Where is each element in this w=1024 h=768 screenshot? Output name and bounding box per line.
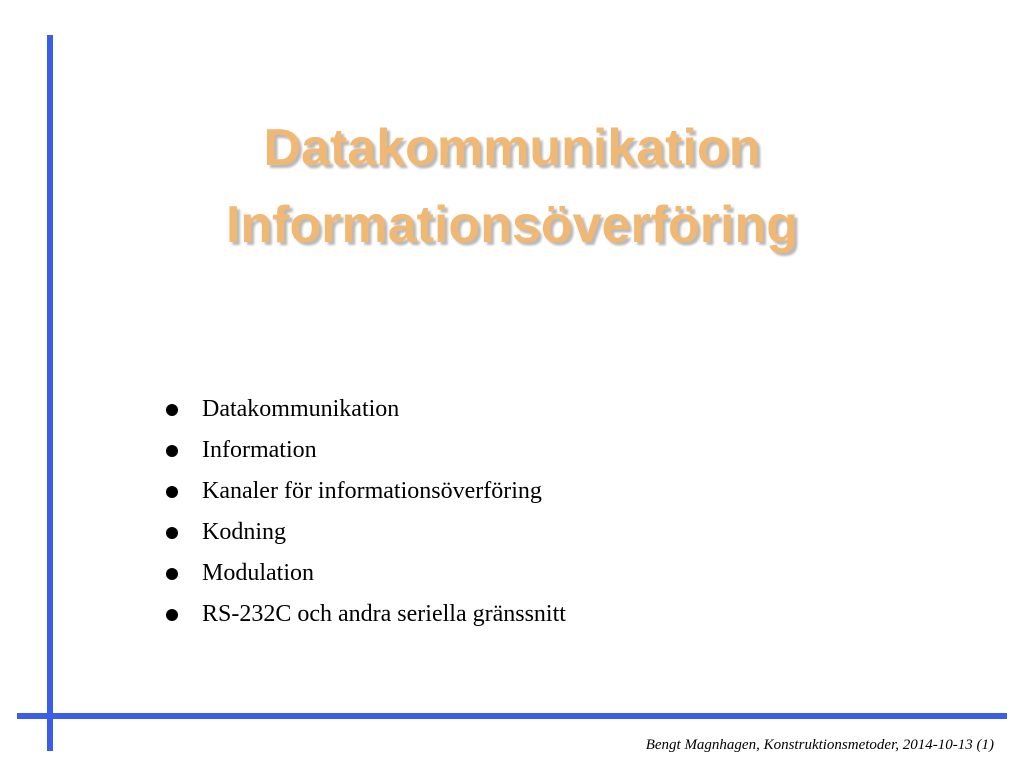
slide-title-line-2: Informationsöverföring bbox=[225, 196, 799, 254]
bullet-item-2 bbox=[166, 430, 566, 471]
bullet-text: Datakommunikation bbox=[202, 396, 400, 422]
slide-title-line-1: Datakommunikation bbox=[263, 119, 761, 177]
slide-footer: Bengt Magnhagen, Konstruktionsmetoder, 2014-10-13 (1) bbox=[645, 737, 994, 753]
bullet-item-6 bbox=[166, 594, 566, 635]
bullet-dot-icon bbox=[166, 404, 178, 416]
bullet-item-4 bbox=[166, 512, 566, 553]
bullet-text: Modulation bbox=[202, 560, 314, 586]
bullet-text: Kanaler för informationsöverföring bbox=[202, 478, 542, 504]
bullet-dot-icon bbox=[166, 527, 178, 539]
bullet-text: RS-232C och andra seriella gränssnitt bbox=[202, 601, 566, 627]
bullet-item-1 bbox=[166, 389, 566, 430]
bullet-item-5 bbox=[166, 553, 566, 594]
bullet-dot-icon bbox=[166, 568, 178, 580]
bullet-dot-icon bbox=[166, 609, 178, 621]
bullet-item-3 bbox=[166, 471, 566, 512]
bullet-text: Information bbox=[202, 437, 317, 463]
bullet-list bbox=[166, 389, 566, 635]
bullet-dot-icon bbox=[166, 486, 178, 498]
bullet-dot-icon bbox=[166, 445, 178, 457]
horizontal-accent-line bbox=[17, 713, 1007, 719]
bullet-text: Kodning bbox=[202, 519, 286, 545]
